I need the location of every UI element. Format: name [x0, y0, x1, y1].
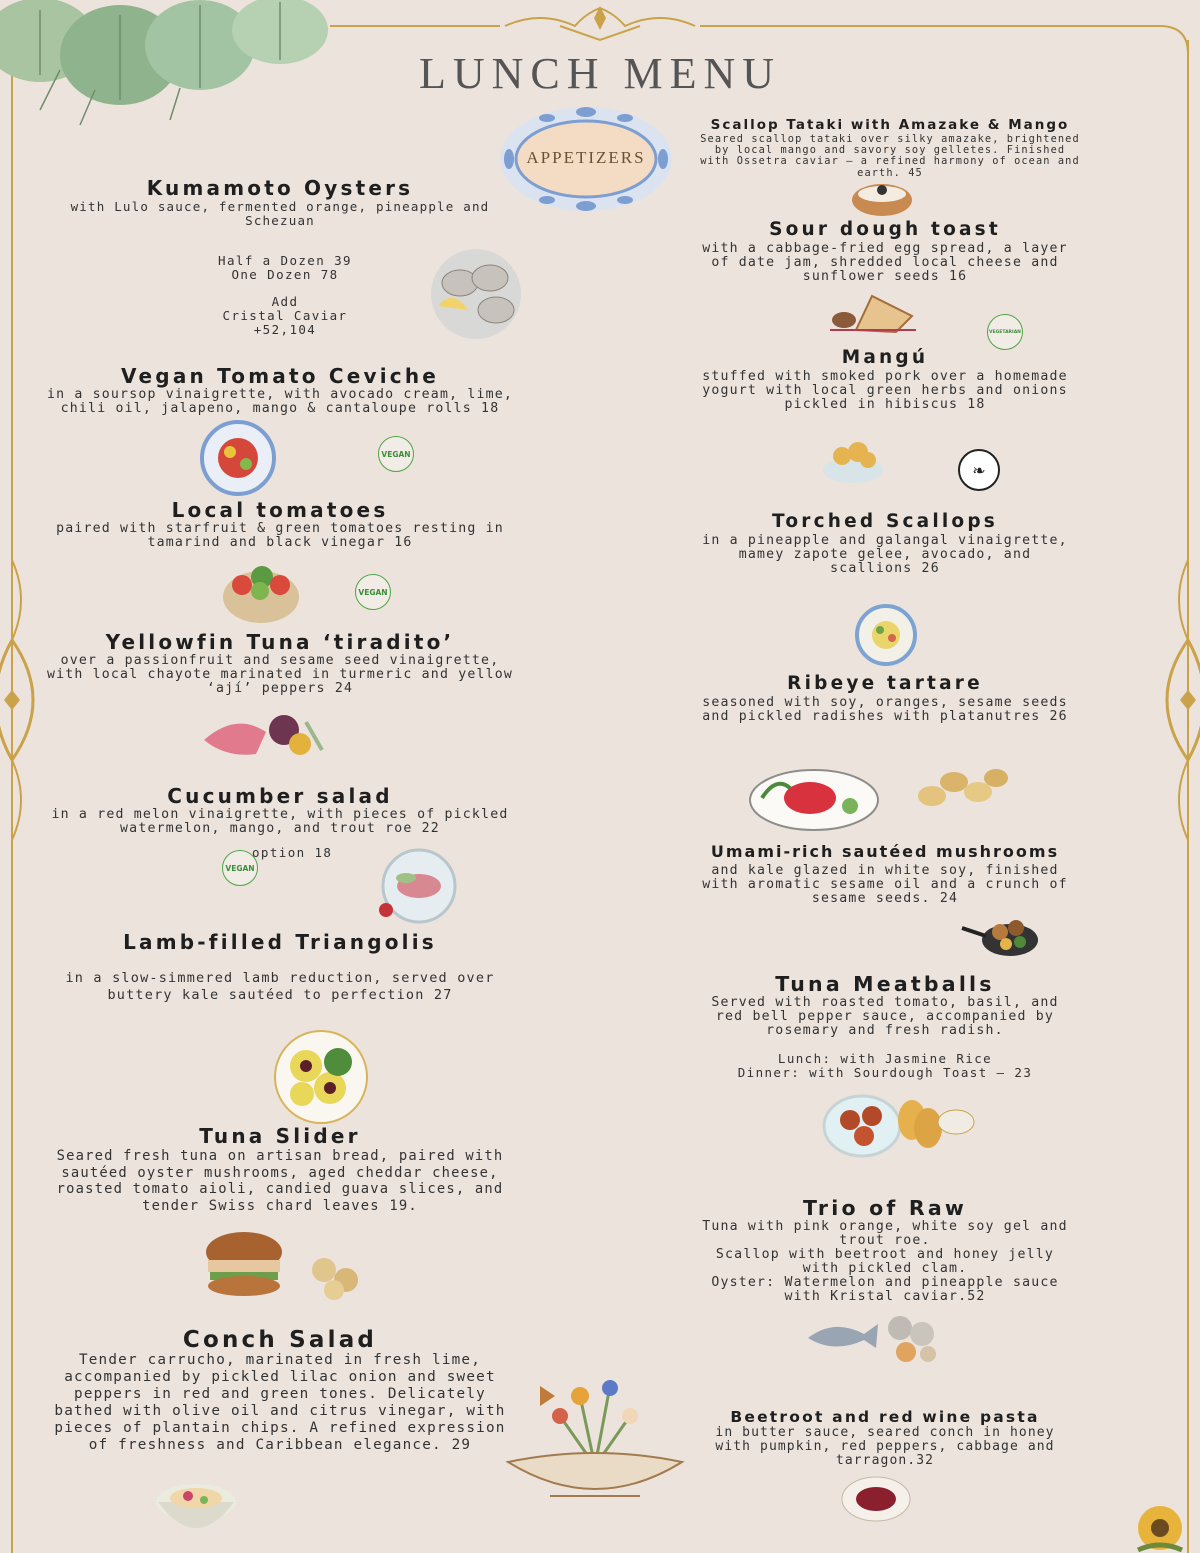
- caviar-addon: Add Cristal Caviar +52,104: [222, 294, 348, 337]
- item-desc: in a red melon vinaigrette, with pieces of pickled watermelon, mango, and trout roe 22: [51, 807, 509, 836]
- item-name: Kumamoto Oysters: [146, 176, 414, 200]
- slider-image: [200, 1230, 380, 1302]
- conch-salad-image: [152, 1474, 240, 1542]
- item-desc: paired with starfruit & green tomatoes resting in tamarind and black vinegar 16: [56, 521, 504, 550]
- menu-item-torched-scallops: [700, 510, 1070, 576]
- menu-item-tuna-tiradito: [40, 630, 520, 696]
- vegetarian-badge: VEGETARIAN: [987, 314, 1023, 350]
- item-desc: in butter sauce, seared conch in honey with pumpkin, red peppers, cabbage and tarragon.32: [715, 1425, 1055, 1468]
- item-name: Scallop Tataki with Amazake & Mango: [710, 117, 1070, 133]
- menu-item-tuna-meatballs: [700, 972, 1070, 1038]
- menu-item-ribeye-tartare: [700, 672, 1070, 724]
- item-name: Cucumber salad: [167, 784, 393, 808]
- item-name: Umami-rich sautéed mushrooms: [710, 842, 1060, 861]
- raw-seafood-image: [804, 1308, 938, 1368]
- item-name: Sour dough toast: [769, 219, 1001, 240]
- menu-item-oysters: [50, 176, 510, 228]
- tiradito-image: [196, 702, 326, 764]
- ceviche-plate-image: [200, 420, 276, 496]
- vegan-badge: VEGAN: [355, 574, 391, 610]
- menu-item-tuna-slider: [40, 1124, 520, 1214]
- menu-item-trio-of-raw: [700, 1196, 1070, 1304]
- meatballs-image: [820, 1088, 976, 1162]
- item-desc: in a pineapple and galangal vinaigrette, mamey zapote gelee, avocado, and scallions 26: [702, 533, 1068, 576]
- menu-item-lamb-triangolis: [40, 930, 520, 1004]
- menu-item-cucumber-salad: [40, 784, 520, 836]
- item-name: Yellowfin Tuna ‘tiradito’: [105, 630, 455, 654]
- item-desc: in a slow-simmered lamb reduction, served over buttery kale sautéed to perfection 27: [65, 970, 495, 1003]
- item-name: Conch Salad: [182, 1327, 378, 1353]
- menu-item-mangu: [700, 346, 1070, 412]
- meatballs-serving: Lunch: with Jasmine Rice Dinner: with Sourdough Toast — 23: [737, 1051, 1033, 1080]
- pasta-plate-image: [840, 1474, 912, 1524]
- wheat-icon: ❧: [972, 460, 986, 480]
- menu-item-scallop-tataki: [700, 116, 1080, 179]
- mangu-bowl-image: [820, 430, 886, 486]
- sunflower-icon: [1120, 1490, 1200, 1553]
- item-desc: seasoned with soy, oranges, sesame seeds and pickled radishes with platanutres 26: [702, 695, 1068, 724]
- item-desc: Seared fresh tuna on artisan bread, paired with sautéed oyster mushrooms, aged cheddar cheese, roasted tomato aioli, candied guava slices, and tender Swiss chard leaves 19.: [56, 1148, 504, 1214]
- item-desc: Seared scallop tataki over silky amazake, brightened by local mango and savory soy gelletes. Finished with Ossetra caviar — a refined harmony of ocean and earth. 45: [700, 133, 1080, 179]
- tataki-bowl-image: [848, 178, 916, 222]
- herb-bowl-illustration: [500, 1366, 690, 1516]
- menu-item-local-tomatoes: [40, 498, 520, 550]
- item-name: Trio of Raw: [803, 1196, 967, 1220]
- item-desc: and kale glazed in white soy, finished with aromatic sesame oil and a crunch of sesame seeds. 24: [702, 863, 1068, 906]
- item-desc: with Lulo sauce, fermented orange, pineapple and Schezuan: [70, 199, 490, 228]
- item-desc: stuffed with smoked pork over a homemade yogurt with local green herbs and onions pickled in hibiscus 18: [702, 369, 1068, 412]
- item-name: Mangú: [841, 347, 929, 368]
- oysters-image: [428, 248, 524, 340]
- menu-item-sour-dough: [700, 218, 1070, 284]
- item-name: Torched Scallops: [772, 511, 998, 532]
- item-name: Tuna Slider: [199, 1124, 361, 1148]
- item-name: Lamb-filled Triangolis: [123, 930, 437, 954]
- item-name: Ribeye tartare: [787, 673, 983, 694]
- menu-item-vegan-ceviche: [40, 364, 520, 416]
- vegan-badge: VEGAN: [222, 850, 258, 886]
- cucumber-salad-image: [376, 848, 462, 924]
- item-desc: in a soursop vinaigrette, with avocado cream, lime, chili oil, jalapeno, mango & cantaloupe rolls 18: [46, 387, 514, 416]
- mushroom-pan-image: [960, 906, 1042, 960]
- scallops-plate-image: [854, 604, 918, 666]
- item-name: Tuna Meatballs: [775, 972, 995, 996]
- toast-image: [826, 290, 918, 336]
- vegan-option-price: option 18: [252, 845, 333, 860]
- menu-item-beetroot-pasta: [700, 1408, 1070, 1468]
- vegan-badge: VEGAN: [378, 436, 414, 472]
- oyster-prices: Half a Dozen 39 One Dozen 78: [218, 253, 352, 282]
- page-title: LUNCH MENU: [418, 49, 782, 98]
- gluten-free-badge: [958, 449, 1000, 491]
- item-desc: Tuna with pink orange, white soy gel and trout roe. Scallop with beetroot and honey jelly with pickled clam. Oyster: Watermelon and pineapple sauce with Kristal caviar.52: [702, 1219, 1068, 1304]
- item-desc: Tender carrucho, marinated in fresh lime, accompanied by pickled lilac onion and sweet peppers in red and green tones. Delicately bathed with olive oil and citrus vinegar, with pieces of plantain chips. A refined expression of freshness and Caribbean elegance. 29: [54, 1352, 506, 1453]
- item-name: Vegan Tomato Ceviche: [120, 364, 440, 388]
- item-desc: Served with roasted tomato, basil, and red bell pepper sauce, accompanied by rosemary and fresh radish.: [711, 995, 1059, 1038]
- item-desc: over a passionfruit and sesame seed vinaigrette, with local chayote marinated in turmeric and yellow ‘ají’ peppers 24: [46, 653, 514, 696]
- item-name: Beetroot and red wine pasta: [730, 1408, 1040, 1426]
- tartare-plate-image: [746, 768, 882, 832]
- plantain-chips-image: [912, 760, 1012, 814]
- menu-item-umami-mushrooms: [700, 840, 1070, 906]
- section-label: APPETIZERS: [526, 148, 646, 167]
- tomatoes-bowl-image: [220, 555, 302, 625]
- item-desc: with a cabbage-fried egg spread, a layer of date jam, shredded local cheese and sunflower seeds 16: [702, 241, 1068, 284]
- triangolis-plate-image: [272, 1028, 370, 1126]
- menu-item-conch-salad: [40, 1328, 520, 1454]
- item-name: Local tomatoes: [171, 498, 389, 522]
